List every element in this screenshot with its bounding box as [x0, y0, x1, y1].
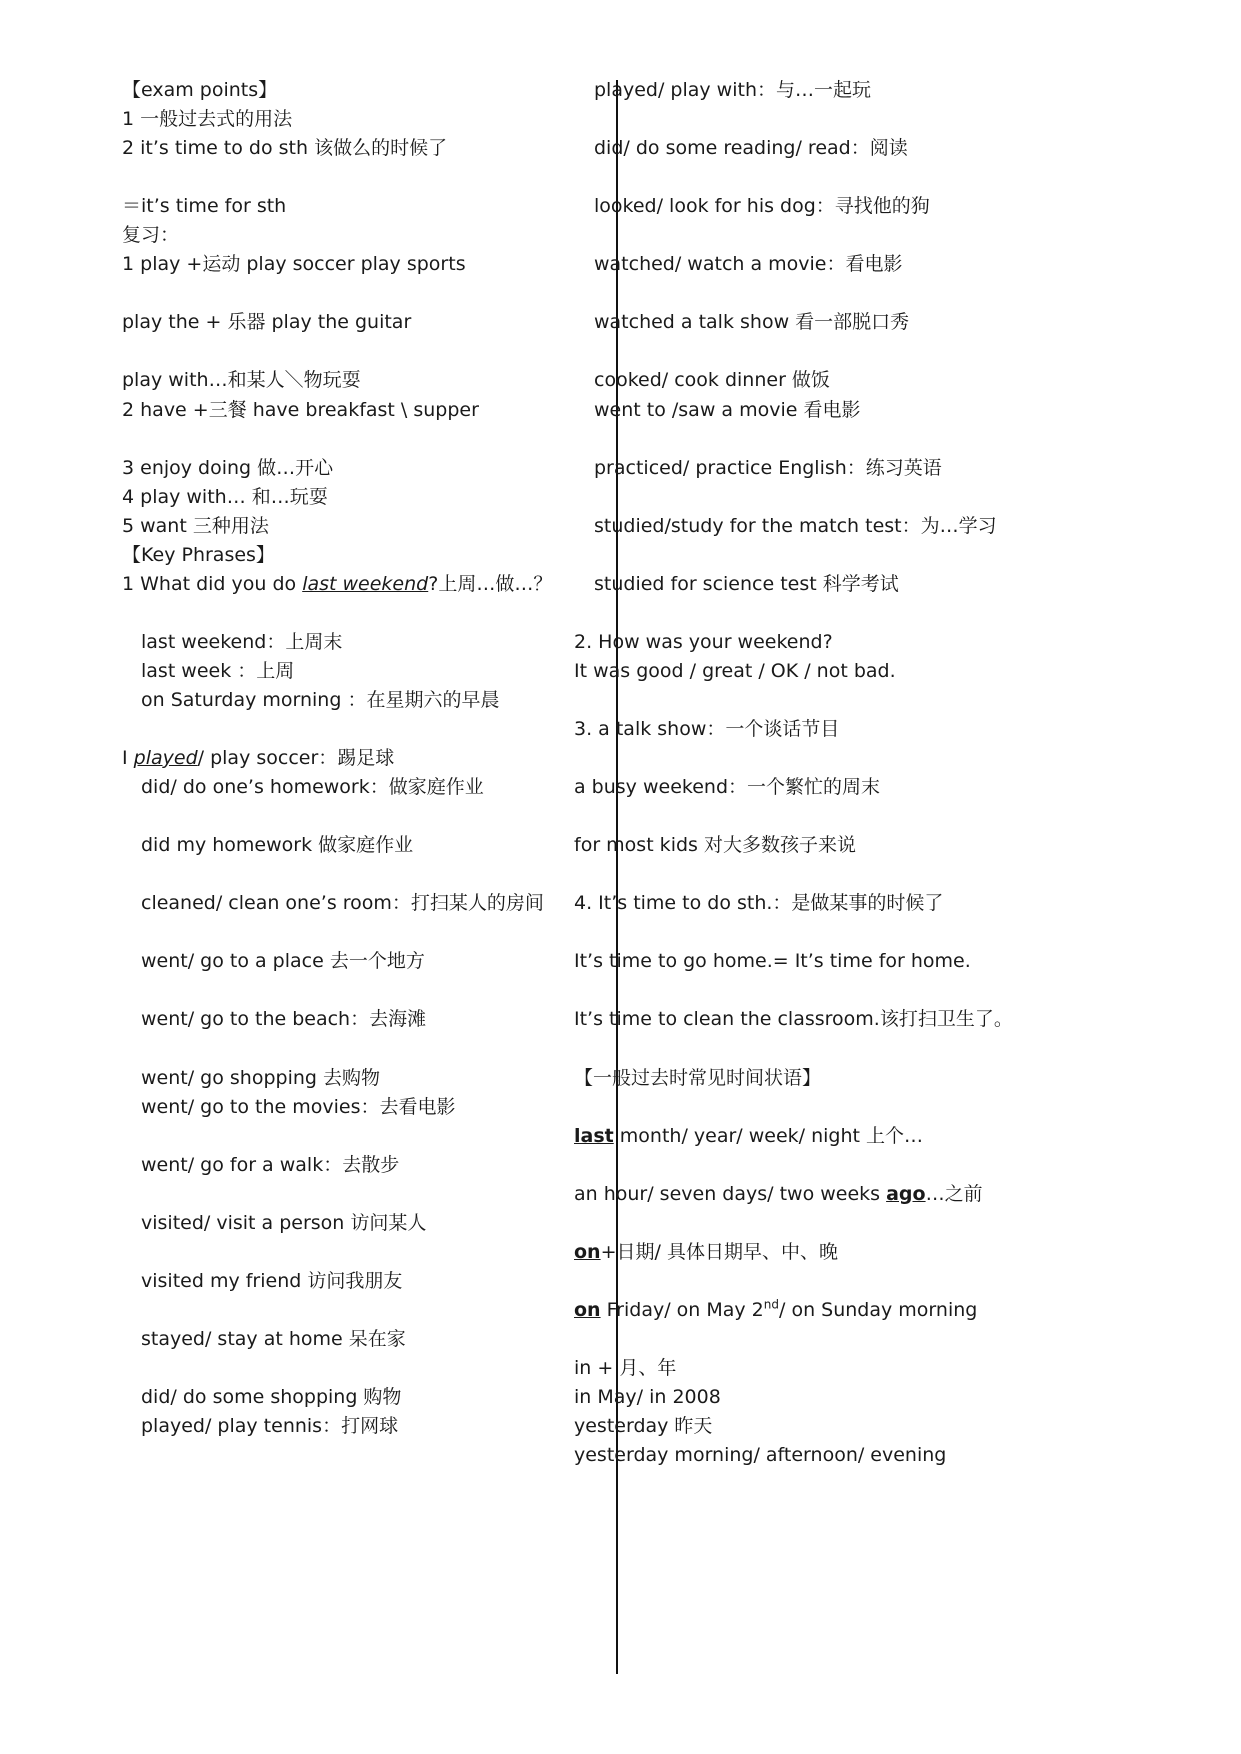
phrase-talk-show: watched a talk show 看一部脱口秀 [594, 311, 910, 333]
phrase-saw-movie: went to /saw a movie 看电影 [594, 399, 861, 421]
phrase-some-shopping: did/ do some shopping 购物 [141, 1386, 402, 1408]
exam-point-2: 2 it’s time to do sth 该做么的时候了 [122, 137, 448, 159]
phrase-walk: went/ go for a walk：去散步 [141, 1154, 400, 1176]
phrase-play-with: played/ play with：与…一起玩 [594, 79, 871, 101]
time-on-examples-mid: Friday/ on May 2 [600, 1299, 764, 1321]
time-on-examples [574, 1297, 977, 1323]
time-ago-keyword: ago [886, 1183, 926, 1205]
exam-points-heading: 【exam points】 [122, 79, 278, 101]
phrase-tennis: played/ play tennis：打网球 [141, 1415, 399, 1437]
phrase-shopping: went/ go shopping 去购物 [141, 1067, 380, 1089]
phrase-science-test: studied for science test 科学考试 [594, 573, 899, 595]
key-phrase-2-answer: It was good / great / OK / not bad. [574, 660, 896, 682]
exam-point-2-equivalent: ＝it’s time for sth [122, 195, 287, 217]
review-item-play-with: play with…和某人＼物玩耍 [122, 369, 361, 391]
time-on-examples-end: / on Sunday morning [779, 1299, 978, 1321]
phrase-last-week: last week ：上周 [141, 660, 295, 682]
review-item-2: 2 have +三餐 have breakfast \ supper [122, 399, 479, 421]
phrase-most-kids: for most kids 对大多数孩子来说 [574, 834, 856, 856]
phrase-played-underlined: played [133, 747, 198, 769]
key-phrases-heading: 【Key Phrases】 [122, 544, 275, 566]
phrase-movies: went/ go to the movies：去看电影 [141, 1096, 456, 1118]
time-in: in + 月、年 [574, 1357, 677, 1379]
phrase-beach: went/ go to the beach：去海滩 [141, 1008, 427, 1030]
example-clean-classroom: It’s time to clean the classroom.该打扫卫生了。 [574, 1008, 1013, 1030]
phrase-reading: did/ do some reading/ read：阅读 [594, 137, 908, 159]
phrase-busy-weekend: a busy weekend：一个繁忙的周末 [574, 776, 881, 798]
time-on-rest: +日期/ 具体日期早、中、晚 [600, 1241, 838, 1263]
time-on-examples-keyword: on [574, 1299, 601, 1321]
review-item-1: 1 play +运动 play soccer play sports [122, 253, 466, 275]
review-item-5: 5 want 三种用法 [122, 515, 269, 537]
review-item-3: 3 enjoy doing 做…开心 [122, 457, 334, 479]
phrase-played-suffix: / play soccer：踢足球 [197, 747, 395, 769]
key-phrase-2: 2. How was your weekend? [574, 631, 833, 653]
key-phrase-3: 3. a talk show：一个谈话节目 [574, 718, 840, 740]
phrase-played-soccer [122, 745, 394, 771]
review-item-instrument: play the + 乐器 play the guitar [122, 311, 412, 333]
time-ago [574, 1181, 983, 1207]
phrase-homework: did/ do one’s homework：做家庭作业 [141, 776, 484, 798]
phrase-visit-person: visited/ visit a person 访问某人 [141, 1212, 427, 1234]
phrase-practice-english: practiced/ practice English：练习英语 [594, 457, 942, 479]
phrase-saturday-morning: on Saturday morning ：在星期六的早晨 [141, 689, 500, 711]
example-go-home: It’s time to go home.= It’s time for home. [574, 950, 971, 972]
phrase-visit-friend: visited my friend 访问我朋友 [141, 1270, 403, 1292]
phrase-study-test: studied/study for the match test：为…学习 [594, 515, 997, 537]
time-last-keyword: last [574, 1125, 614, 1147]
phrase-cook-dinner: cooked/ cook dinner 做饭 [594, 369, 830, 391]
time-on-examples-sup: nd [763, 1297, 780, 1312]
phrase-my-homework: did my homework 做家庭作业 [141, 834, 414, 856]
phrase-look-for-dog: looked/ look for his dog：寻找他的狗 [594, 195, 930, 217]
phrase-clean-room: cleaned/ clean one’s room：打扫某人的房间 [141, 892, 544, 914]
key-phrase-4: 4. It’s time to do sth.：是做某事的时候了 [574, 892, 944, 914]
key-phrase-1-underlined: last weekend [302, 573, 429, 595]
phrase-stay-home: stayed/ stay at home 呆在家 [141, 1328, 406, 1350]
exam-point-1: 1 一般过去式的用法 [122, 108, 293, 130]
review-label: 复习： [122, 224, 180, 246]
time-on-keyword: on [574, 1241, 601, 1263]
key-phrase-1 [122, 571, 552, 597]
phrase-watch-movie: watched/ watch a movie：看电影 [594, 253, 903, 275]
time-on-date [574, 1239, 838, 1265]
phrase-played-prefix: I [122, 747, 134, 769]
time-in-examples: in May/ in 2008 [574, 1386, 721, 1408]
key-phrase-1-suffix: ?上周…做…？ [428, 573, 553, 595]
time-ago-prefix: an hour/ seven days/ two weeks [574, 1183, 887, 1205]
time-yesterday: yesterday 昨天 [574, 1415, 713, 1437]
time-last [574, 1123, 923, 1149]
phrase-go-to-place: went/ go to a place 去一个地方 [141, 950, 425, 972]
key-phrase-1-prefix: 1 What did you do [122, 573, 303, 595]
phrase-last-weekend: last weekend：上周末 [141, 631, 343, 653]
time-expressions-heading: 【一般过去时常见时间状语】 [574, 1067, 822, 1089]
time-ago-suffix: …之前 [925, 1183, 983, 1205]
time-last-rest: month/ year/ week/ night 上个… [613, 1125, 923, 1147]
review-item-4: 4 play with… 和…玩耍 [122, 486, 328, 508]
time-yesterday-examples: yesterday morning/ afternoon/ evening [574, 1444, 947, 1466]
